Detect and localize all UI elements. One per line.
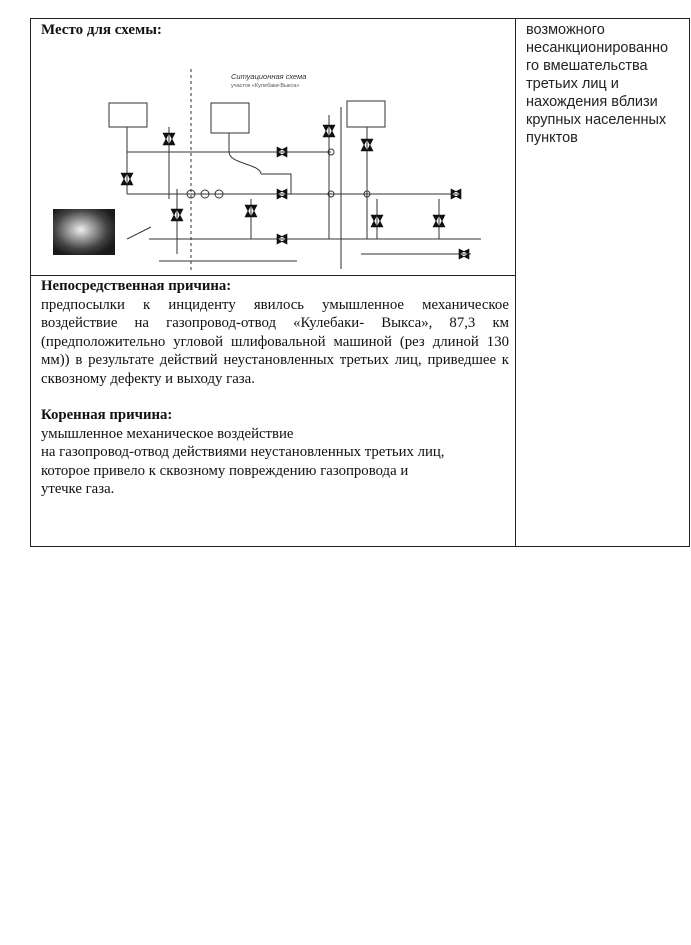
grs-box-right — [347, 101, 385, 127]
right-line: возможного — [526, 22, 605, 38]
right-line: несанкционированно — [526, 40, 669, 56]
right-line: пунктов — [526, 130, 578, 146]
diagram-title: Ситуационная схема — [231, 72, 307, 81]
incident-table — [30, 18, 690, 547]
causes-section — [41, 277, 509, 499]
situational-diagram — [41, 39, 513, 273]
right-column-text — [526, 21, 686, 147]
column-divider — [515, 19, 516, 546]
right-line: го вмешательства — [526, 58, 648, 74]
diagram-subtitle: участок «Кулебаки-Выкса» — [231, 83, 300, 89]
row-divider — [31, 275, 515, 276]
root-cause-line: на газопровод-отвод действиями неустановленных третьих лиц, — [41, 444, 445, 460]
right-line: третьих лиц и — [526, 76, 619, 92]
root-cause-line: умышленное механическое воздействие — [41, 425, 294, 442]
schema-cell-title: Место для схемы: — [41, 22, 162, 38]
root-cause-line: которое привело к сквозному повреждению газопровода и — [41, 462, 409, 479]
root-cause-line: утечке газа. — [41, 481, 115, 497]
root-cause-heading: Коренная причина: — [41, 407, 173, 423]
grs-box-left — [109, 103, 147, 127]
right-line: крупных населенных — [526, 112, 667, 128]
grs-box-center — [211, 103, 249, 133]
right-line: нахождения вблизи — [526, 94, 658, 110]
immediate-cause-text: предпосылки к инциденту явилось умышленное механическое воздействие на газопровод-отвод «Кулебаки- Выкса», 87,3 км (предположительно угловой шлифовальной машиной (рез длиной 130 мм)) в результате действий неустановленных третьих лиц, приведшее к сквозному дефекту и выходу газа. — [41, 296, 509, 387]
immediate-cause-heading: Непосредственная причина: — [41, 278, 232, 294]
incident-photo — [53, 209, 115, 255]
